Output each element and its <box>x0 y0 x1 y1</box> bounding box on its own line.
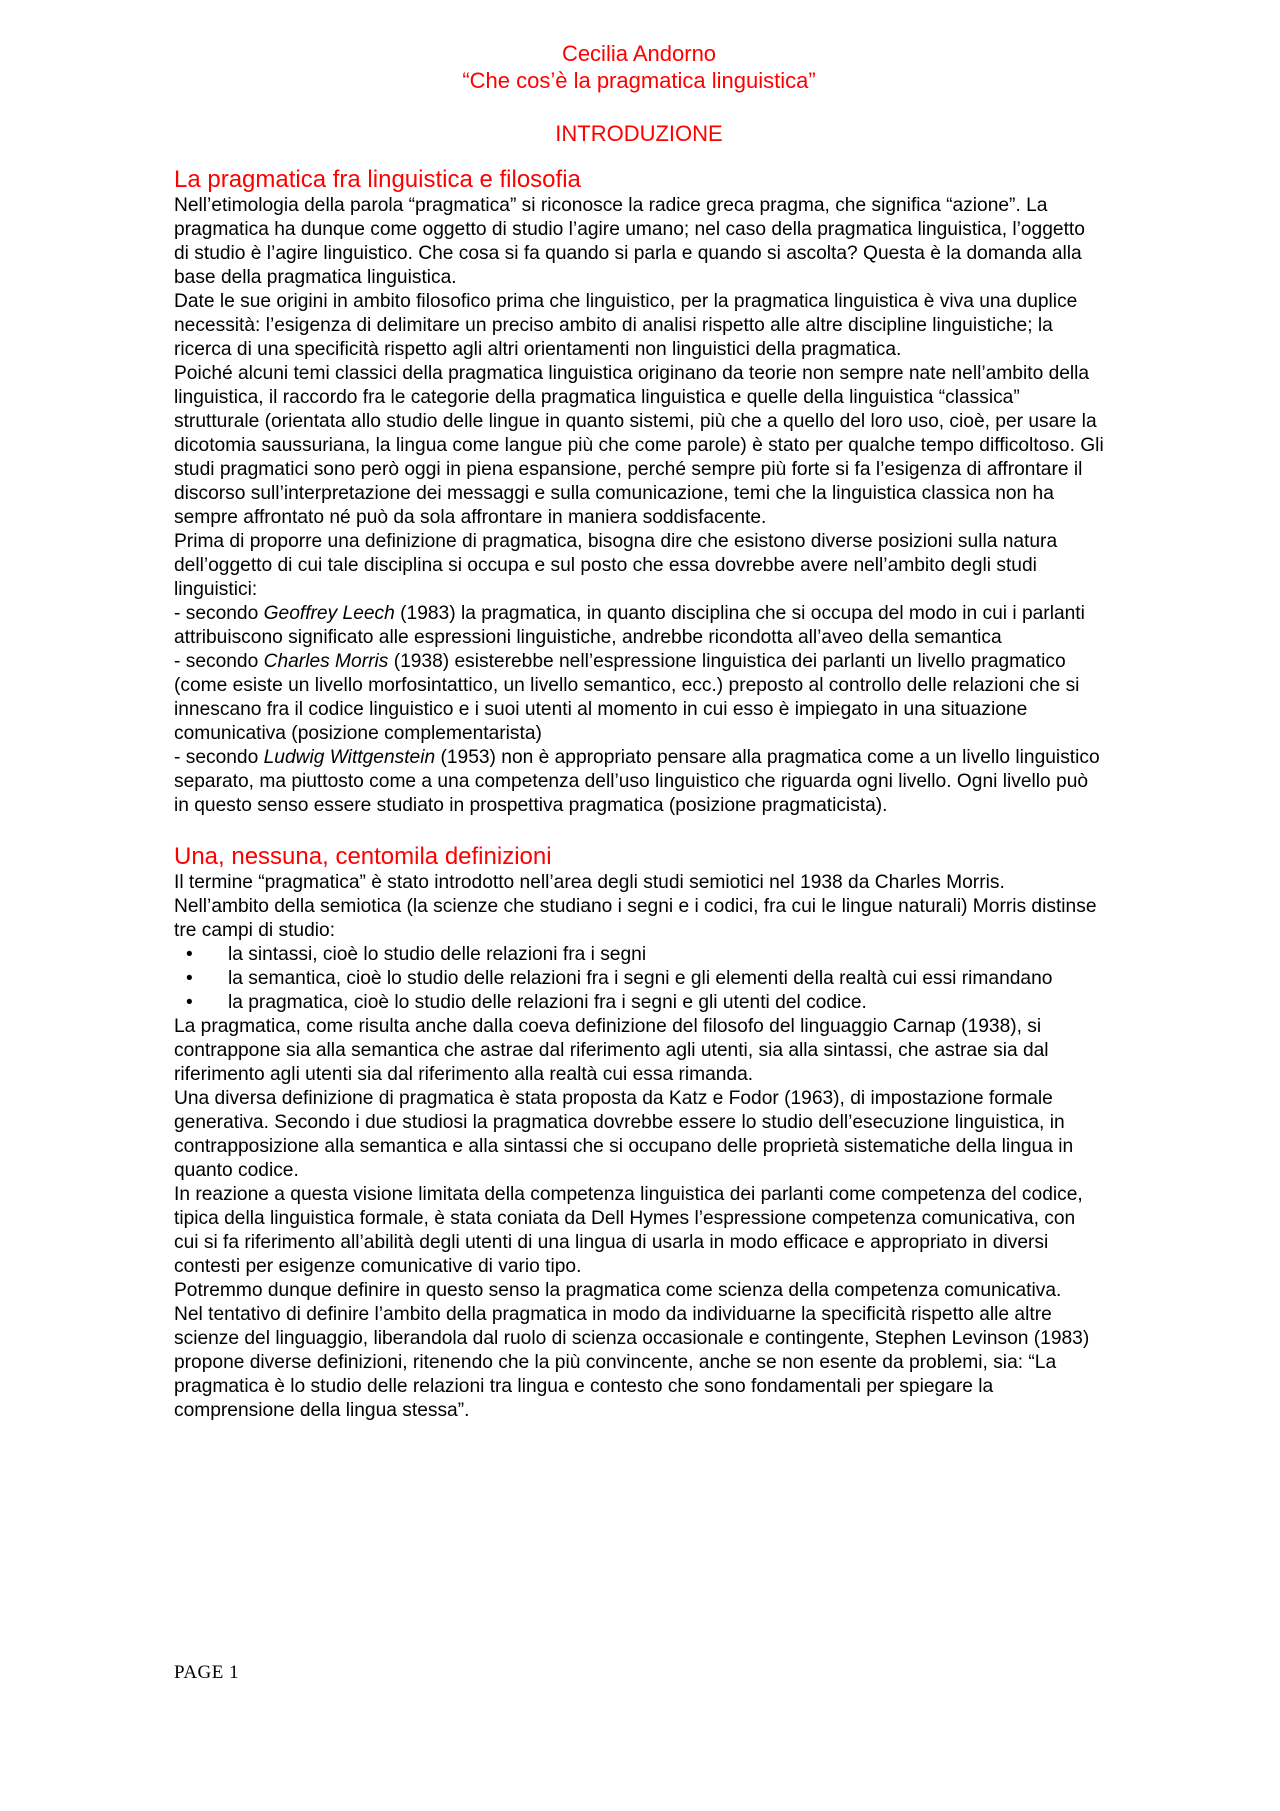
position-text: (1938) esisterebbe nell’espressione linguistica dei parlanti un livello pragmatico (come esiste un livello morfosintattico, un livello semantico, ecc.) preposto al controllo delle relazioni che si innescano fra il codice linguistico e i suoi utenti al momento in cui esso è impiegato in una situazione comunicativa (posizione complementarista) <box>174 651 1080 744</box>
document-page <box>174 40 1104 1423</box>
list-item-text: la pragmatica, cioè lo studio delle relazioni fra i segni e gli utenti del codice. <box>228 992 867 1013</box>
paragraph: Il termine “pragmatica” è stato introdotto nell’area degli studi semiotici nel 1938 da Charles Morris. Nell’ambito della semiotica (la scienze che studiano i segni e i codici, fra cui le lingue naturali) Morris distinse tre campi di studio: <box>174 872 1097 941</box>
list-item-text: la sintassi, cioè lo studio delle relazioni fra i segni <box>228 944 647 965</box>
position-text: (1983) la pragmatica, in quanto disciplina che si occupa del modo in cui i parlanti attribuiscono significato alle espressioni linguistiche, andrebbe ricondotta all’aveo della semantica <box>174 603 1085 648</box>
section-label: INTRODUZIONE <box>555 121 723 146</box>
position-prefix: - secondo <box>174 747 264 768</box>
bullet-list <box>174 943 1104 1015</box>
paragraph: Nel tentativo di definire l’ambito della pragmatica in modo da individuarne la specificità rispetto alle altre scienze del linguaggio, liberandola dal ruolo di scienza occasionale e contingente, Stephen Levinson (1983) propone diverse definizioni, ritenendo che la più convincente, anche se non esente da problemi, sia: “La pragmatica è lo studio delle relazioni tra lingua e contesto che sono fondamentali per spiegare la comprensione della lingua stessa”. <box>174 1304 1090 1421</box>
bullet-icon: • <box>186 944 193 965</box>
paragraph: In reazione a questa visione limitata della competenza linguistica dei parlanti come competenza del codice, tipica della linguistica formale, è stata coniata da Dell Hymes l’espressione competenza comunicativa, con cui si fa riferimento all’abilità degli utenti di una lingua di usarla in modo efficace e appropriato in diversi contesti per esigenze comunicative di vario tipo. <box>174 1184 1083 1277</box>
document-title: “Che cos’è la pragmatica linguistica” <box>462 68 816 93</box>
section-heading-1: La pragmatica fra linguistica e filosofia <box>174 166 581 193</box>
paragraph: Nell’etimologia della parola “pragmatica” si riconosce la radice greca pragma, che significa “azione”. La pragmatica ha dunque come oggetto di studio l’agire umano; nel caso della pragmatica linguistica, l’oggetto di studio è l’agire linguistico. Che cosa si fa quando si parla e quando si ascolta? Questa è la domanda alla base della pragmatica linguistica. <box>174 195 1085 288</box>
list-item-text: la semantica, cioè lo studio delle relazioni fra i segni e gli elementi della realtà cui essi rimandano <box>228 968 1053 989</box>
paragraph: La pragmatica, come risulta anche dalla coeva definizione del filosofo del linguaggio Carnap (1938), si contrappone sia alla semantica che astrae dal riferimento agli utenti, sia alla sintassi, che astrae sia dal riferimento agli utenti sia dal riferimento alla realtà cui essa rimanda. <box>174 1016 1049 1085</box>
paragraph: Potremmo dunque definire in questo senso la pragmatica come scienza della competenza comunicativa. <box>174 1280 1062 1301</box>
paragraph: Prima di proporre una definizione di pragmatica, bisogna dire che esistono diverse posizioni sulla natura dell’oggetto di cui tale disciplina si occupa e sul posto che essa dovrebbe avere nell’ambito degli studi linguistici: <box>174 531 1058 600</box>
scholar-name: Geoffrey Leech <box>263 603 395 624</box>
paragraph: Poiché alcuni temi classici della pragmatica linguistica originano da teorie non sempre nate nell’ambito della linguistica, il raccordo fra le categorie della pragmatica linguistica e quelle della linguistica “classica” strutturale (orientata allo studio delle lingue in quanto sistemi, più che a quello del loro uso, cioè, per usare la dicotomia saussuriana, la lingua come langue più che come parole) è stato per qualche tempo difficoltoso. Gli studi pragmatici sono però oggi in piena espansione, perché sempre più forte si fa l’esigenza di affrontare il discorso sull’interpretazione dei messaggi e sulla comunicazione, temi che la linguistica classica non ha sempre affrontato né può da sola affrontare in maniera soddisfacente. <box>174 363 1104 528</box>
position-prefix: - secondo <box>174 603 264 624</box>
scholar-name: Charles Morris <box>263 651 389 672</box>
position-item-morris <box>174 650 1104 746</box>
position-item-leech <box>174 602 1104 650</box>
list-item <box>174 991 1104 1015</box>
position-prefix: - secondo <box>174 651 264 672</box>
paragraph: Una diversa definizione di pragmatica è stata proposta da Katz e Fodor (1963), di impostazione formale generativa. Secondo i due studiosi la pragmatica dovrebbe essere lo studio dell’esecuzione linguistica, in contrapposizione alla semantica e alla sintassi che si occupano delle proprietà sistematiche della lingua in quanto codice. <box>174 1088 1074 1181</box>
paragraph: Date le sue origini in ambito filosofico prima che linguistico, per la pragmatica linguistica è viva una duplice necessità: l’esigenza di delimitare un preciso ambito di analisi rispetto alle altre discipline linguistiche; la ricerca di una specificità rispetto agli altri orientamenti non linguistici della pragmatica. <box>174 291 1078 360</box>
list-item <box>174 943 1104 967</box>
bullet-icon: • <box>186 968 193 989</box>
scholar-name: Ludwig Wittgenstein <box>263 747 436 768</box>
page-number: PAGE 1 <box>174 1662 240 1683</box>
bullet-icon: • <box>186 992 193 1013</box>
list-item <box>174 967 1104 991</box>
position-text: (1953) non è appropriato pensare alla pragmatica come a un livello linguistico separato, ma piuttosto come a una competenza dell’uso linguistico che riguarda ogni livello. Ogni livello può in questo senso essere studiato in prospettiva pragmatica (posizione pragmaticista). <box>174 747 1100 816</box>
author-name: Cecilia Andorno <box>561 41 717 66</box>
section-heading-2: Una, nessuna, centomila definizioni <box>174 843 552 870</box>
position-item-wittgenstein <box>174 746 1104 818</box>
